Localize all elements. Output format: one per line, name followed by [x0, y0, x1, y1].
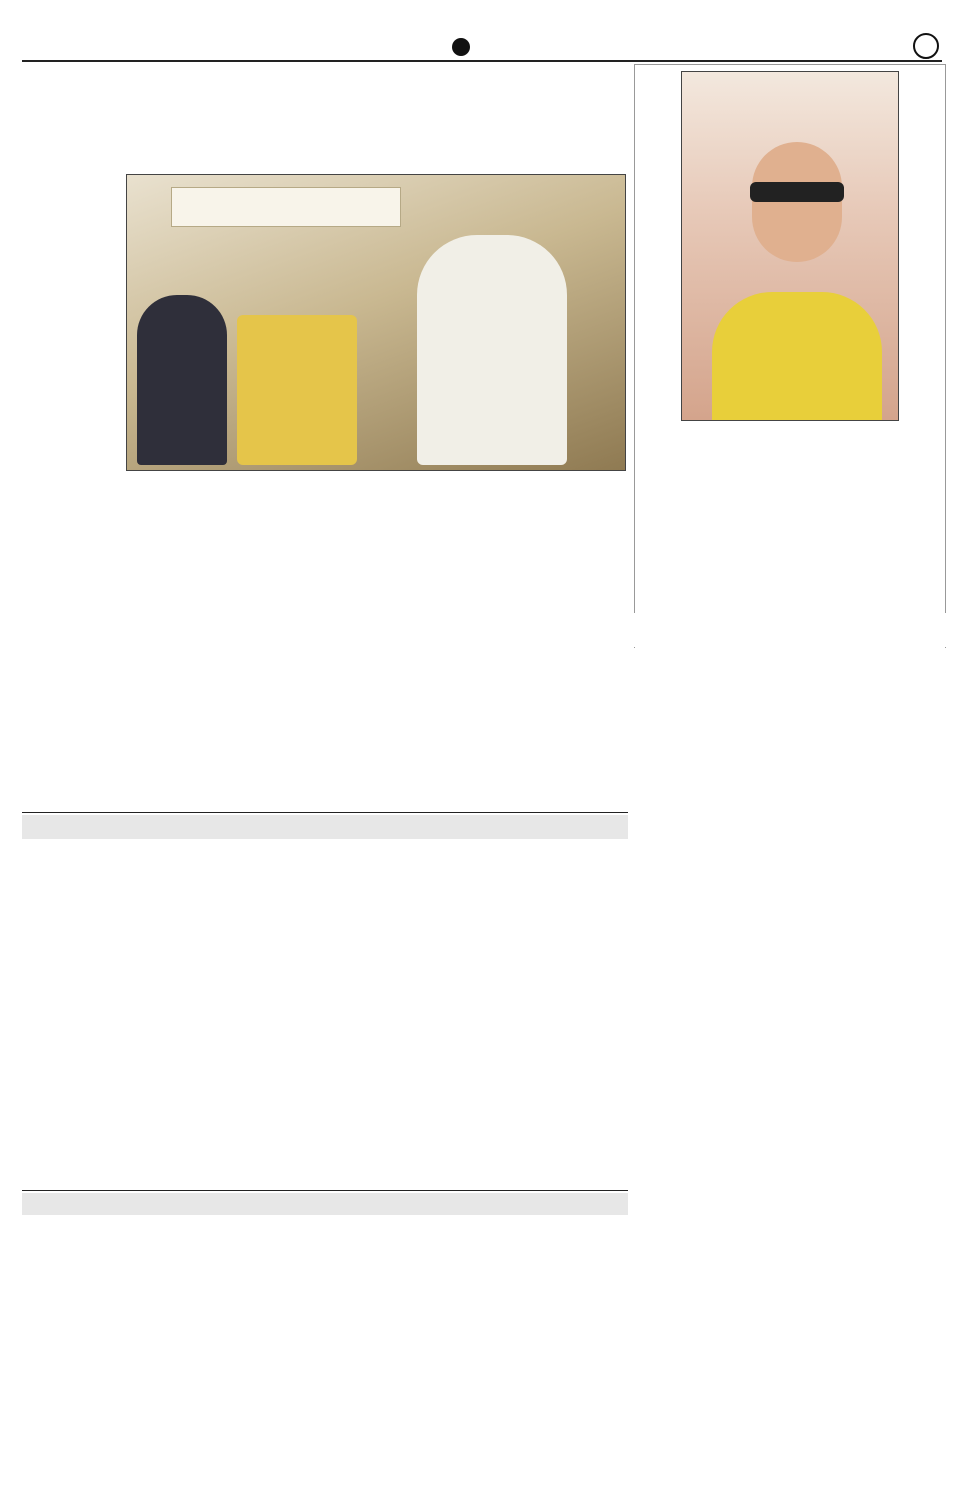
page-number — [913, 33, 939, 59]
tribute-box — [634, 64, 946, 634]
paper-emblem-icon — [452, 38, 470, 56]
yellow-shawl-icon — [712, 292, 882, 421]
story1-column-3 — [224, 614, 320, 809]
portrait-face-icon — [752, 142, 842, 262]
person-silhouette-icon — [137, 295, 227, 465]
dark-glasses-icon — [750, 182, 844, 202]
story5-top-rule — [22, 1190, 628, 1191]
grocery-bag-icon — [237, 315, 357, 465]
story1-column-4 — [326, 614, 422, 809]
story1-column-5 — [428, 614, 524, 809]
story5-column-2 — [170, 1258, 310, 1490]
story1-photo-caption — [126, 474, 626, 614]
signature-block — [634, 613, 946, 647]
masthead-rule — [22, 60, 942, 62]
story5-column-4 — [470, 1258, 626, 1490]
story1-photo — [126, 174, 626, 471]
store-signboard — [171, 187, 401, 227]
minister-silhouette-icon — [417, 235, 567, 465]
story5-column-3 — [316, 1258, 464, 1490]
story5-column-1 — [24, 1258, 164, 1490]
story1-column-2 — [126, 614, 218, 809]
story2-column-5 — [472, 928, 626, 1186]
story2-column-3 — [248, 928, 354, 1186]
story1-column-6 — [530, 614, 626, 809]
story5-kicker-bar — [22, 1193, 628, 1215]
story1-column-1 — [24, 174, 120, 619]
story2-kicker-bar — [22, 815, 628, 839]
story2-top-rule — [22, 812, 628, 813]
story2-column-1 — [24, 928, 130, 1186]
story2-column-2 — [136, 928, 242, 1186]
tribute-portrait — [681, 71, 899, 421]
story3-cover — [634, 648, 946, 818]
story2-column-4 — [360, 928, 466, 1186]
